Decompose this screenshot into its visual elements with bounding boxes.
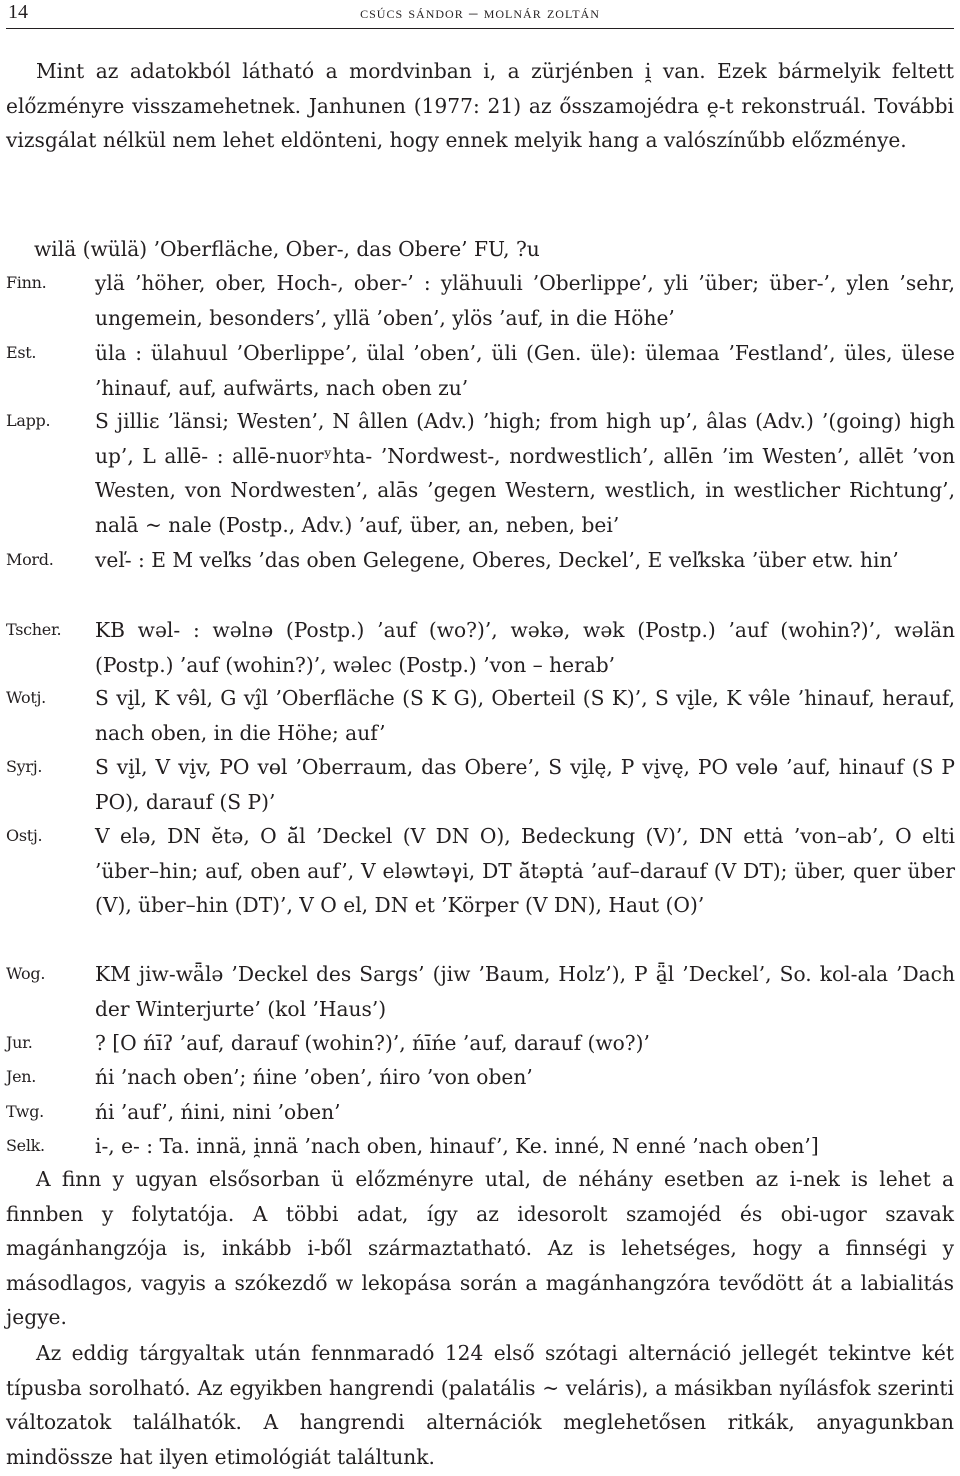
entry-text: ńi ’auf’, ńini, nini ’oben’	[95, 1100, 341, 1124]
paragraph-2: A finn y ugyan elsősorban ü előzményre utal, de néhány esetben az i-nek is lehet a finnben y folytatója. A többi adat, így az idesorolt szamojéd és obi-ugor szavak magánhangzója is, inkább i-ből származtatható. Az is lehetséges, hogy a finnségi y másodlagos, vagyis a szókezdő w lekopása során a magánhangzóra tevődött át a labialitás jegye.	[6, 1167, 954, 1330]
language-label: Jen.	[6, 1067, 37, 1086]
language-label: Tscher.	[6, 620, 62, 639]
language-label: Syrj.	[6, 757, 43, 776]
entry-text: S vi̮l, K vɘ̂l, G vî̮l ’Oberfläche (S K G), Oberteil (S K)’, S vi̮le, K vɘ̂le ’hinauf, herauf, nach oben, in die Höhe; auf’	[95, 686, 955, 745]
running-head: csúcs sándor – molnár zoltán	[360, 3, 600, 22]
language-label: Selk.	[6, 1136, 45, 1155]
language-label: Est.	[6, 343, 37, 362]
language-label: Jur.	[6, 1033, 33, 1052]
entry-text: S vi̮l, V vi̮v, PO vɵl ’Oberraum, das Obere’, S vi̮lę, P vi̮vę, PO vɵlɵ ’auf, hinauf (S P PO), darauf (S P)’	[95, 755, 955, 814]
entry-text: S jilliɛ ’länsi; Westen’, N âllen (Adv.) ’high; from high up’, âlas (Adv.) ’(going) high up’, L allē- : allē-nuorʸhta- ’Nordwest-, nordwestlich’, allēn ’im Westen’, allēt ’von Westen, von Nordwesten’, alās ’gegen Western, westlich, in westlicher Richtung’, nalā ~ nale (Postp., Adv.) ’auf, über, an, neben, bei’	[95, 409, 955, 537]
entry-text: üla : ülahuul ’Oberlippe’, ülal ’oben’, üli (Gen. üle): ülemaa ’Festland’, üles, ülese ’hinauf, auf, aufwärts, nach oben zu’	[95, 341, 955, 400]
entry-text: KB wəl- : wəlnə (Postp.) ’auf (wo?)’, wəkə, wək (Postp.) ’auf (wohin?)’, wəlän (Postp.) ’auf (wohin?)’, wəlec (Postp.) ’von – herab’	[95, 618, 955, 677]
entry-text: V elə, DN ĕtə, O ă̆l ’Deckel (V DN O), Bedeckung (V)’, DN ettȧ ’von–ab’, O elti ’über–hin; auf, oben auf’, V eləwtəγi, DT ă̆təptȧ ’auf–darauf (V DT); über, quer über (V), über–hin (DT)’, V O el, DN et ’Körper (V DN), Haut (O)’	[95, 824, 955, 918]
language-label: Ostj.	[6, 826, 43, 845]
entry-text: veľ- : E M veľks ’das oben Gelegene, Oberes, Deckel’, E veľkska ’über etw. hin’	[95, 548, 899, 572]
paragraph-3: Az eddig tárgyaltak után fennmaradó 124 első szótagi alternáció jellegét tekintve két típusba sorolható. Az egyikben hangrendi (palatális ~ veláris), a másikban nyílásfok szerinti változatok találhatók. A hangrendi alternációk meglehetősen ritkák, anyagunkban mindössze hat ilyen etimológiát találtunk.	[6, 1341, 954, 1469]
language-label: Wotj.	[6, 688, 46, 707]
language-label: Lapp.	[6, 411, 51, 430]
etymology-headword: wilä (wülä) ’Oberfläche, Ober-, das Obere’ FU, ?u	[34, 237, 540, 261]
entry-text: ? [O ńīʔ ’auf, darauf (wohin?)’, ńīńe ’auf, darauf (wo?)’	[95, 1031, 650, 1055]
language-label: Wog.	[6, 964, 46, 983]
entry-text: ńi ’nach oben’; ńine ’oben’, ńiro ’von oben’	[95, 1065, 533, 1089]
language-label: Finn.	[6, 273, 47, 292]
entry-text: i-, e- : Ta. innä, i̯nnä ’nach oben, hinauf’, Ke. inné, N enné ’nach oben’]	[95, 1134, 819, 1158]
page-number: 14	[8, 1, 28, 23]
entry-text: ylä ’höher, ober, Hoch-, ober-’ : ylähuuli ’Oberlippe’, yli ’über; über-’, ylen ’sehr, ungemein, besonders’, yllä ’oben’, ylös ’auf, in die Höhe’	[95, 271, 955, 330]
language-label: Twg.	[6, 1102, 44, 1121]
entry-text: KM jiw-wǟlə ’Deckel des Sargs’ (jiw ’Baum, Holz’), P ǟ̱l ’Deckel’, So. kol-ala ’Dach der Winterjurte’ (kol ’Haus’)	[95, 962, 955, 1021]
page-header	[6, 0, 954, 29]
language-label: Mord.	[6, 550, 54, 569]
intro-paragraph: Mint az adatokból látható a mordvinban i, a zürjénben i̯ van. Ezek bármelyik feltett előzményre visszamehetnek. Janhunen (1977: 21) az ősszamojédra e̯-t rekonstruál. További vizsgálat nélkül nem lehet eldönteni, hogy ennek melyik hang a valószínűbb előzménye.	[6, 59, 954, 153]
